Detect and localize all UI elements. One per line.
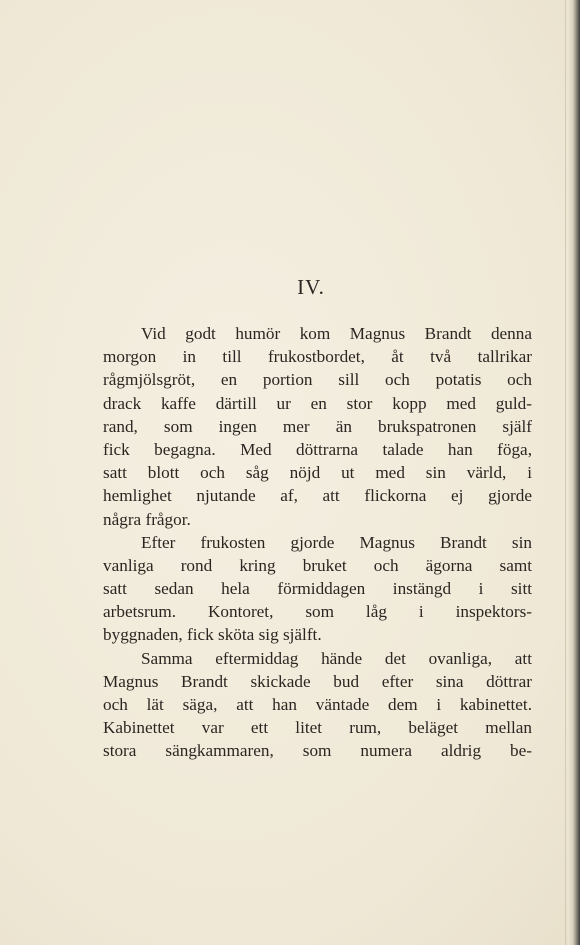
body-text	[103, 322, 532, 763]
text-line: hemlighet njutande af, att flickorna ej gjorde	[103, 486, 532, 506]
text-line: arbetsrum. Kontoret, som låg i inspektors-	[103, 602, 532, 622]
text-line: Vid godt humör kom Magnus Brandt denna	[141, 324, 532, 343]
text-line: stora sängkammaren, som numera aldrig be-	[103, 741, 532, 761]
text-line: rand, som ingen mer än brukspatronen själf	[103, 416, 532, 436]
text-line: Kabinettet var ett litet rum, beläget mellan	[103, 718, 532, 738]
text-line: fick begagna. Med döttrarna talade han föga,	[103, 439, 532, 459]
text-line: och lät säga, att han väntade dem i kabinettet.	[103, 695, 532, 714]
text-line: satt sedan hela förmiddagen instängd i sitt	[103, 579, 532, 599]
text-line: drack kaffe därtill ur en stor kopp med guld-	[103, 393, 532, 413]
page-edge-shadow	[568, 0, 580, 945]
text-line: Efter frukosten gjorde Magnus Brandt sin	[141, 532, 532, 552]
text-line: morgon in till frukostbordet, åt två tallrikar	[103, 347, 532, 367]
text-line: satt blott och såg nöjd ut med sin värld, i	[103, 463, 532, 483]
text-line: rågmjölsgröt, en portion sill och potatis och	[103, 370, 532, 390]
text-line: några frågor.	[103, 509, 191, 529]
text-line: vanliga rond kring bruket och ägorna samt	[103, 555, 532, 575]
text-line: byggnaden, fick sköta sig själft.	[103, 625, 322, 645]
text-line: Magnus Brandt skickade bud efter sina döttrar	[103, 671, 532, 691]
page-edge-line	[565, 0, 566, 945]
chapter-heading: IV.	[297, 275, 325, 299]
text-line: Samma eftermiddag hände det ovanliga, att	[141, 648, 532, 668]
